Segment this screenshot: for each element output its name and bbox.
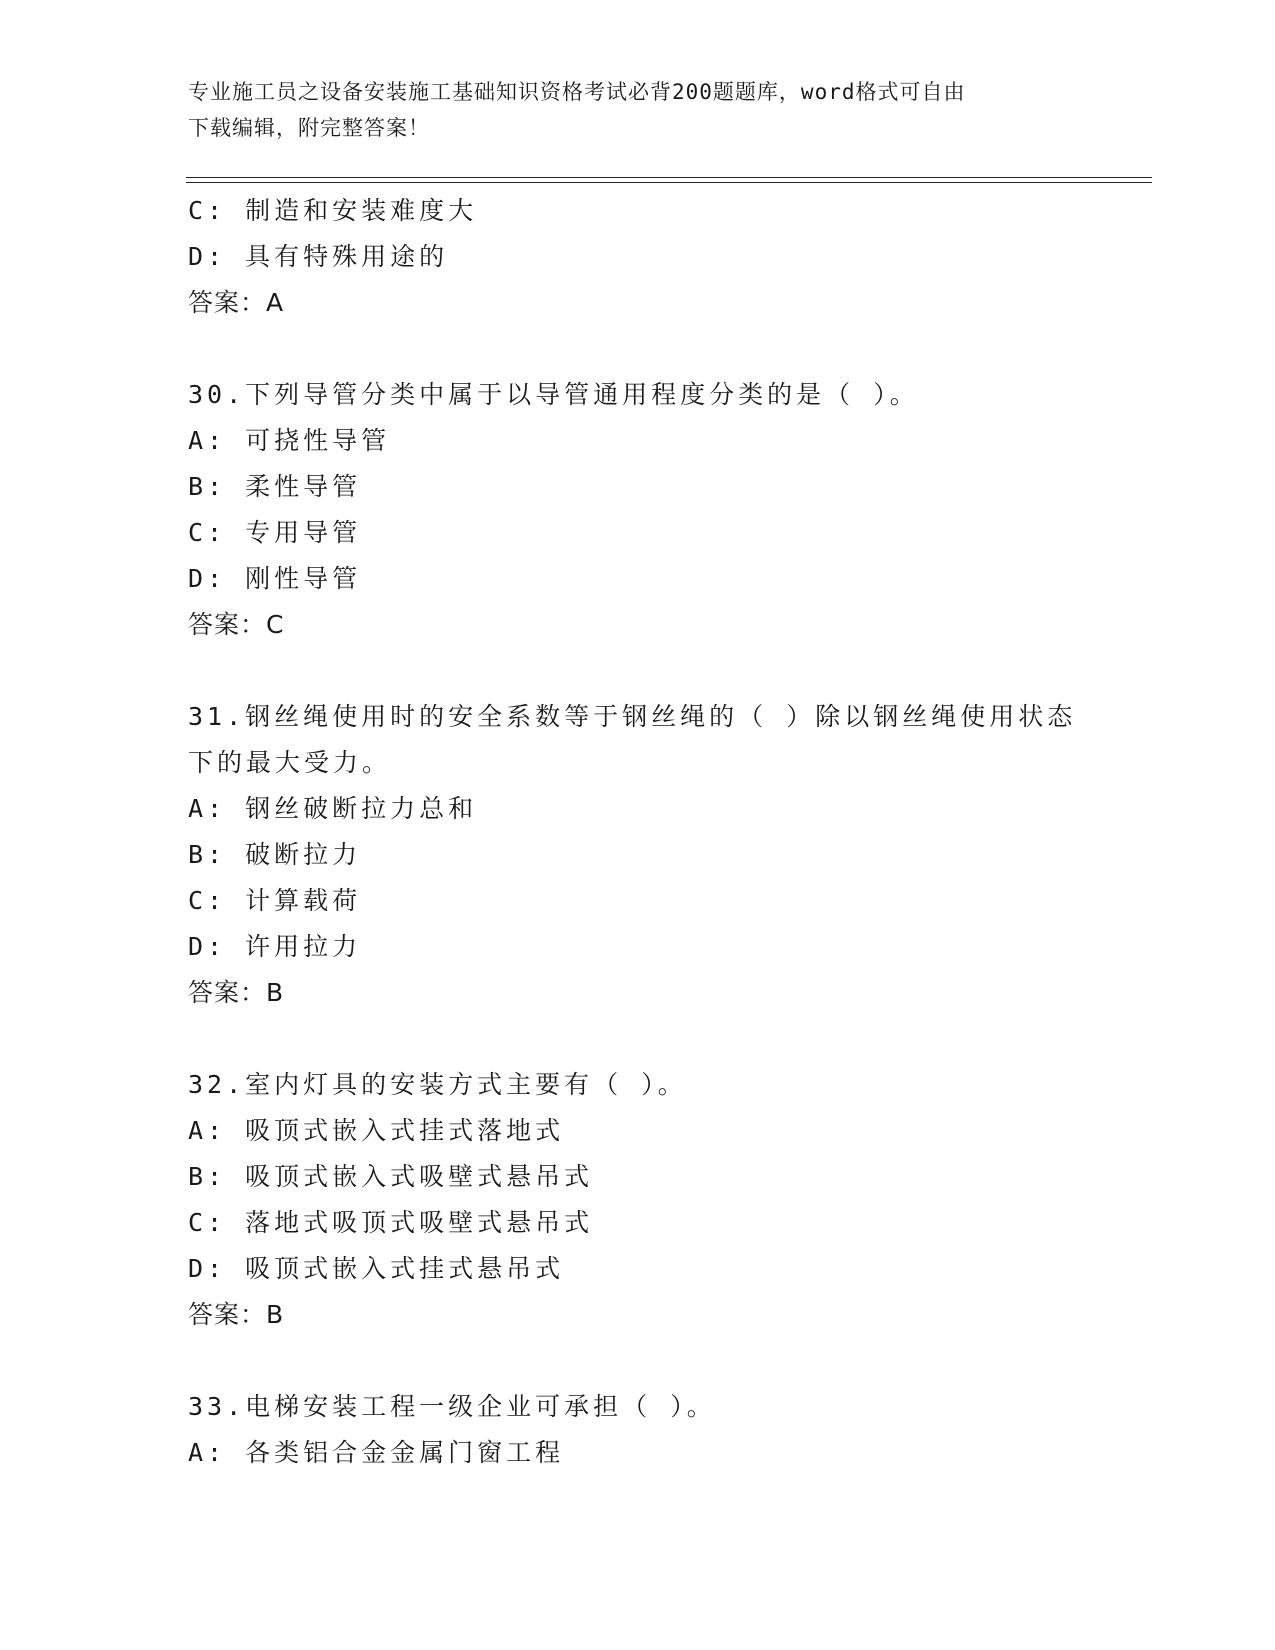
- header-text-line-2: 下载编辑，附完整答案！: [188, 116, 430, 140]
- answer-label: 答案：B: [188, 978, 285, 1007]
- option-b: B: 吸顶式嵌入式吸壁式悬吊式: [188, 1162, 594, 1191]
- spacer: [188, 326, 1088, 372]
- spacer: [188, 1338, 1088, 1384]
- option-a: A: 可挠性导管: [188, 426, 391, 455]
- answer-label: 答案：B: [188, 1300, 285, 1329]
- spacer: [188, 1016, 1088, 1062]
- header-divider-bottom: [186, 182, 1152, 183]
- option-c: C: 专用导管: [188, 518, 362, 547]
- question-block-32: [188, 1062, 1088, 1338]
- option-c: C: 计算载荷: [188, 886, 362, 915]
- option-b: B: 柔性导管: [188, 472, 362, 501]
- question-text-line-2: 下的最大受力。: [188, 748, 392, 777]
- question-list: [188, 188, 1088, 1476]
- option-d: D: 吸顶式嵌入式挂式悬吊式: [188, 1254, 565, 1283]
- option-a: A: 吸顶式嵌入式挂式落地式: [188, 1116, 565, 1145]
- question-block-30: [188, 372, 1088, 648]
- option-d: D: 许用拉力: [188, 932, 362, 961]
- question-block-31: [188, 694, 1088, 1016]
- answer-label: 答案：C: [188, 610, 285, 639]
- answer-label: 答案：A: [188, 288, 285, 317]
- option-d: D: 具有特殊用途的: [188, 242, 449, 271]
- option-b: B: 破断拉力: [188, 840, 362, 869]
- question-text: 32.室内灯具的安装方式主要有（ ）。: [188, 1070, 687, 1099]
- question-text: 30.下列导管分类中属于以导管通用程度分类的是（ ）。: [188, 380, 919, 409]
- spacer: [188, 648, 1088, 694]
- header-text-line-1: 专业施工员之设备安装施工基础知识资格考试必背200题题库，word格式可自由: [188, 80, 966, 104]
- option-c: C: 落地式吸顶式吸壁式悬吊式: [188, 1208, 594, 1237]
- option-c: C: 制造和安装难度大: [188, 196, 478, 225]
- header-divider-top: [186, 177, 1152, 178]
- option-d: D: 刚性导管: [188, 564, 362, 593]
- question-block-29: [188, 188, 1088, 326]
- question-block-33: [188, 1384, 1088, 1476]
- document-header: [188, 74, 1088, 146]
- question-text: 33.电梯安装工程一级企业可承担（ ）。: [188, 1392, 716, 1421]
- option-a: A: 钢丝破断拉力总和: [188, 794, 478, 823]
- question-text-line-1: 31.钢丝绳使用时的安全系数等于钢丝绳的（ ）除以钢丝绳使用状态: [188, 702, 1077, 731]
- option-a: A: 各类铝合金金属门窗工程: [188, 1438, 565, 1467]
